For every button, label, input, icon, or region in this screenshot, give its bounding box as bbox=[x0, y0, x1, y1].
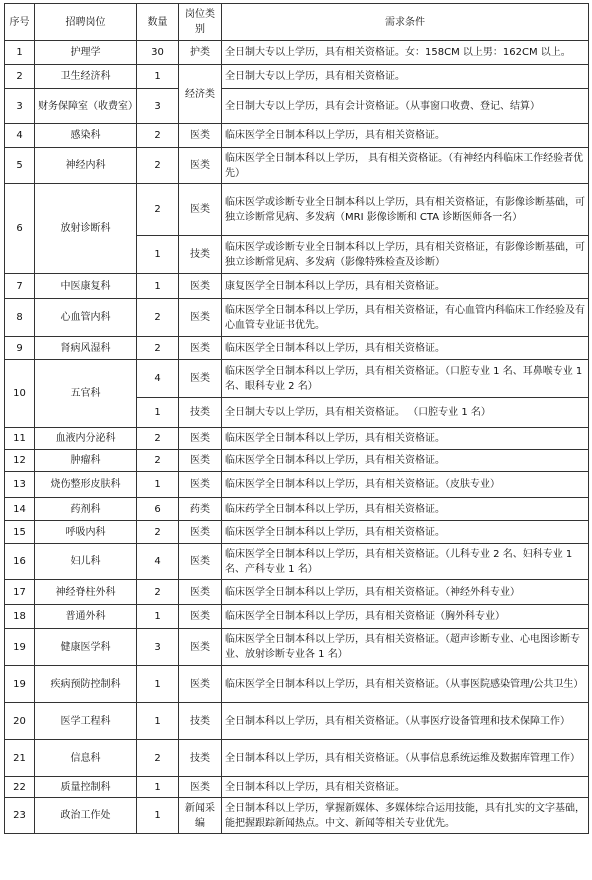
row-seq: 5 bbox=[5, 148, 35, 184]
table-row bbox=[5, 472, 589, 498]
row-requirements: 全日制大专以上学历，具有相关资格证。女：158CM 以上男：162CM 以上。 bbox=[222, 41, 589, 65]
row-count: 3 bbox=[137, 629, 179, 666]
table-row bbox=[5, 360, 589, 398]
row-count: 1 bbox=[137, 274, 179, 299]
row-category: 技类 bbox=[179, 703, 222, 740]
row-seq: 4 bbox=[5, 124, 35, 148]
row-requirements: 全日制本科以上学历，具有相关资格证。（从事信息系统运维及数据库管理工作） bbox=[222, 740, 589, 777]
row-category: 医类 bbox=[179, 777, 222, 798]
table-row bbox=[5, 629, 589, 666]
row-requirements: 临床医学全日制本科以上学历，具有相关资格证。（神经外科专业） bbox=[222, 580, 589, 605]
row-post: 卫生经济科 bbox=[35, 65, 137, 89]
row-seq: 17 bbox=[5, 580, 35, 605]
row-seq: 1 bbox=[5, 41, 35, 65]
row-post: 药剂科 bbox=[35, 498, 137, 521]
row-post: 质量控制科 bbox=[35, 777, 137, 798]
table-row bbox=[5, 65, 589, 89]
row-requirements: 临床医学全日制本科以上学历，具有相关资格证。 bbox=[222, 428, 589, 450]
row-seq: 14 bbox=[5, 498, 35, 521]
row-category: 医类 bbox=[179, 580, 222, 605]
row-requirements: 全日制本科以上学历，具有相关资格证。（从事医疗设备管理和技术保障工作） bbox=[222, 703, 589, 740]
row-category: 医类 bbox=[179, 472, 222, 498]
row-post: 肾病风湿科 bbox=[35, 337, 137, 360]
row-count: 30 bbox=[137, 41, 179, 65]
row-seq: 3 bbox=[5, 89, 35, 124]
row-count: 2 bbox=[137, 450, 179, 472]
table-row bbox=[5, 605, 589, 629]
row-post: 五官科 bbox=[35, 360, 137, 428]
row-requirements: 康复医学全日制本科以上学历，具有相关资格证。 bbox=[222, 274, 589, 299]
row-post: 政治工作处 bbox=[35, 798, 137, 834]
row-count: 3 bbox=[137, 89, 179, 124]
table-row bbox=[5, 666, 589, 703]
row-category: 医类 bbox=[179, 124, 222, 148]
row-requirements: 全日制大专以上学历，具有相关资格证。 （口腔专业 1 名） bbox=[222, 398, 589, 428]
row-count: 4 bbox=[137, 360, 179, 398]
table-row bbox=[5, 703, 589, 740]
row-count: 1 bbox=[137, 605, 179, 629]
row-category: 医类 bbox=[179, 450, 222, 472]
table-header-row bbox=[5, 4, 589, 41]
row-category: 医类 bbox=[179, 428, 222, 450]
table-row bbox=[5, 521, 589, 544]
row-seq: 13 bbox=[5, 472, 35, 498]
row-seq: 7 bbox=[5, 274, 35, 299]
row-category: 经济类 bbox=[179, 65, 222, 124]
row-count: 2 bbox=[137, 580, 179, 605]
row-post: 心血管内科 bbox=[35, 299, 137, 337]
recruitment-table-container bbox=[4, 3, 589, 834]
row-requirements: 全日制大专以上学历，具有会计资格证。（从事窗口收费、登记、结算） bbox=[222, 89, 589, 124]
row-category: 医类 bbox=[179, 605, 222, 629]
row-seq: 11 bbox=[5, 428, 35, 450]
row-category: 医类 bbox=[179, 360, 222, 398]
row-category: 医类 bbox=[179, 274, 222, 299]
row-count: 2 bbox=[137, 428, 179, 450]
row-post: 血液内分泌科 bbox=[35, 428, 137, 450]
table-row bbox=[5, 580, 589, 605]
row-requirements: 全日制大专以上学历，具有相关资格证。 bbox=[222, 65, 589, 89]
row-seq: 18 bbox=[5, 605, 35, 629]
row-category: 医类 bbox=[179, 521, 222, 544]
row-requirements: 临床医学全日制本科以上学历，具有相关资格证。 bbox=[222, 450, 589, 472]
row-requirements: 临床医学全日制本科以上学历，具有相关资格证。（皮肤专业） bbox=[222, 472, 589, 498]
row-post: 中医康复科 bbox=[35, 274, 137, 299]
row-post: 神经脊柱外科 bbox=[35, 580, 137, 605]
row-count: 2 bbox=[137, 337, 179, 360]
row-category: 医类 bbox=[179, 184, 222, 236]
row-category: 医类 bbox=[179, 299, 222, 337]
table-row bbox=[5, 498, 589, 521]
row-seq: 16 bbox=[5, 544, 35, 580]
row-count: 2 bbox=[137, 184, 179, 236]
row-seq: 20 bbox=[5, 703, 35, 740]
row-requirements: 临床医学或诊断专业全日制本科以上学历，具有相关资格证，有影像诊断基础，可独立诊断常见病、多发病（MRI 影像诊断和 CTA 诊断医师各一名） bbox=[222, 184, 589, 236]
row-category: 技类 bbox=[179, 740, 222, 777]
table-row bbox=[5, 428, 589, 450]
row-seq: 22 bbox=[5, 777, 35, 798]
row-count: 2 bbox=[137, 521, 179, 544]
row-post: 医学工程科 bbox=[35, 703, 137, 740]
row-post: 妇儿科 bbox=[35, 544, 137, 580]
row-requirements: 全日制本科以上学历，具有相关资格证。 bbox=[222, 777, 589, 798]
table-row bbox=[5, 124, 589, 148]
row-post: 烧伤整形皮肤科 bbox=[35, 472, 137, 498]
row-seq: 15 bbox=[5, 521, 35, 544]
row-count: 1 bbox=[137, 798, 179, 834]
table-row bbox=[5, 184, 589, 236]
row-seq: 19 bbox=[5, 629, 35, 666]
header-seq: 序号 bbox=[5, 4, 35, 41]
row-category: 医类 bbox=[179, 148, 222, 184]
row-count: 1 bbox=[137, 703, 179, 740]
row-seq: 23 bbox=[5, 798, 35, 834]
row-requirements: 临床医学全日制本科以上学历，具有相关资格证（胸外科专业） bbox=[222, 605, 589, 629]
row-category: 药类 bbox=[179, 498, 222, 521]
table-row bbox=[5, 337, 589, 360]
row-seq: 6 bbox=[5, 184, 35, 274]
row-post: 放射诊断科 bbox=[35, 184, 137, 274]
row-count: 4 bbox=[137, 544, 179, 580]
row-post: 普通外科 bbox=[35, 605, 137, 629]
row-seq: 21 bbox=[5, 740, 35, 777]
table-row bbox=[5, 299, 589, 337]
row-category: 技类 bbox=[179, 398, 222, 428]
row-post: 神经内科 bbox=[35, 148, 137, 184]
header-count: 数量 bbox=[137, 4, 179, 41]
row-category: 医类 bbox=[179, 666, 222, 703]
row-post: 财务保障室（收费室） bbox=[35, 89, 137, 124]
row-category: 医类 bbox=[179, 629, 222, 666]
table-row bbox=[5, 544, 589, 580]
row-count: 1 bbox=[137, 398, 179, 428]
row-requirements: 临床医学或诊断专业全日制本科以上学历，具有相关资格证，有影像诊断基础，可独立诊断常见病、多发病（影像特殊检查及诊断） bbox=[222, 236, 589, 274]
table-row bbox=[5, 89, 589, 124]
row-seq: 2 bbox=[5, 65, 35, 89]
row-category: 技类 bbox=[179, 236, 222, 274]
table-row bbox=[5, 274, 589, 299]
row-requirements: 临床医学全日制本科以上学历，具有相关资格证。（口腔专业 1 名、耳鼻喉专业 1 名、眼科专业 2 名） bbox=[222, 360, 589, 398]
header-requirements: 需求条件 bbox=[222, 4, 589, 41]
table-row bbox=[5, 41, 589, 65]
row-count: 1 bbox=[137, 472, 179, 498]
row-seq: 19 bbox=[5, 666, 35, 703]
header-post: 招聘岗位 bbox=[35, 4, 137, 41]
row-count: 2 bbox=[137, 148, 179, 184]
row-category: 新闻采编 bbox=[179, 798, 222, 834]
table-row bbox=[5, 148, 589, 184]
table-row bbox=[5, 777, 589, 798]
row-requirements: 临床医学全日制本科以上学历，具有相关资格证。（儿科专业 2 名、妇科专业 1 名、产科专业 1 名） bbox=[222, 544, 589, 580]
table-row bbox=[5, 740, 589, 777]
table-body bbox=[5, 41, 589, 834]
row-post: 感染科 bbox=[35, 124, 137, 148]
row-requirements: 临床医学全日制本科以上学历，具有相关资格证。（从事医院感染管理/公共卫生） bbox=[222, 666, 589, 703]
row-count: 2 bbox=[137, 124, 179, 148]
row-count: 1 bbox=[137, 777, 179, 798]
row-seq: 8 bbox=[5, 299, 35, 337]
row-post: 护理学 bbox=[35, 41, 137, 65]
row-post: 呼吸内科 bbox=[35, 521, 137, 544]
row-requirements: 全日制本科以上学历，掌握新媒体、多媒体综合运用技能，具有扎实的文字基础，能把握跟踪新闻热点。中文、新闻等相关专业优先。 bbox=[222, 798, 589, 834]
row-requirements: 临床医学全日制本科以上学历，具有相关资格证。 bbox=[222, 337, 589, 360]
row-requirements: 临床医学全日制本科以上学历，具有相关资格证。 bbox=[222, 124, 589, 148]
row-requirements: 临床医学全日制本科以上学历，具有相关资格证。（超声诊断专业、心电图诊断专业、放射诊断专业各 1 名） bbox=[222, 629, 589, 666]
row-count: 2 bbox=[137, 299, 179, 337]
row-requirements: 临床药学全日制本科以上学历，具有相关资格证。 bbox=[222, 498, 589, 521]
row-requirements: 临床医学全日制本科以上学历，具有相关资格证。 bbox=[222, 521, 589, 544]
recruitment-table bbox=[4, 3, 589, 834]
row-seq: 12 bbox=[5, 450, 35, 472]
row-category: 护类 bbox=[179, 41, 222, 65]
row-seq: 9 bbox=[5, 337, 35, 360]
row-count: 2 bbox=[137, 740, 179, 777]
row-seq: 10 bbox=[5, 360, 35, 428]
row-post: 疾病预防控制科 bbox=[35, 666, 137, 703]
row-count: 1 bbox=[137, 65, 179, 89]
row-requirements: 临床医学全日制本科以上学历，具有相关资格证，有心血管内科临床工作经验及有心血管专业证书优先。 bbox=[222, 299, 589, 337]
row-category: 医类 bbox=[179, 544, 222, 580]
table-row bbox=[5, 450, 589, 472]
header-category: 岗位类别 bbox=[179, 4, 222, 41]
row-post: 肿瘤科 bbox=[35, 450, 137, 472]
row-count: 1 bbox=[137, 236, 179, 274]
table-row bbox=[5, 798, 589, 834]
row-post: 健康医学科 bbox=[35, 629, 137, 666]
row-category: 医类 bbox=[179, 337, 222, 360]
row-post: 信息科 bbox=[35, 740, 137, 777]
row-requirements: 临床医学全日制本科以上学历， 具有相关资格证。（有神经内科临床工作经验者优先） bbox=[222, 148, 589, 184]
row-count: 1 bbox=[137, 666, 179, 703]
row-count: 6 bbox=[137, 498, 179, 521]
